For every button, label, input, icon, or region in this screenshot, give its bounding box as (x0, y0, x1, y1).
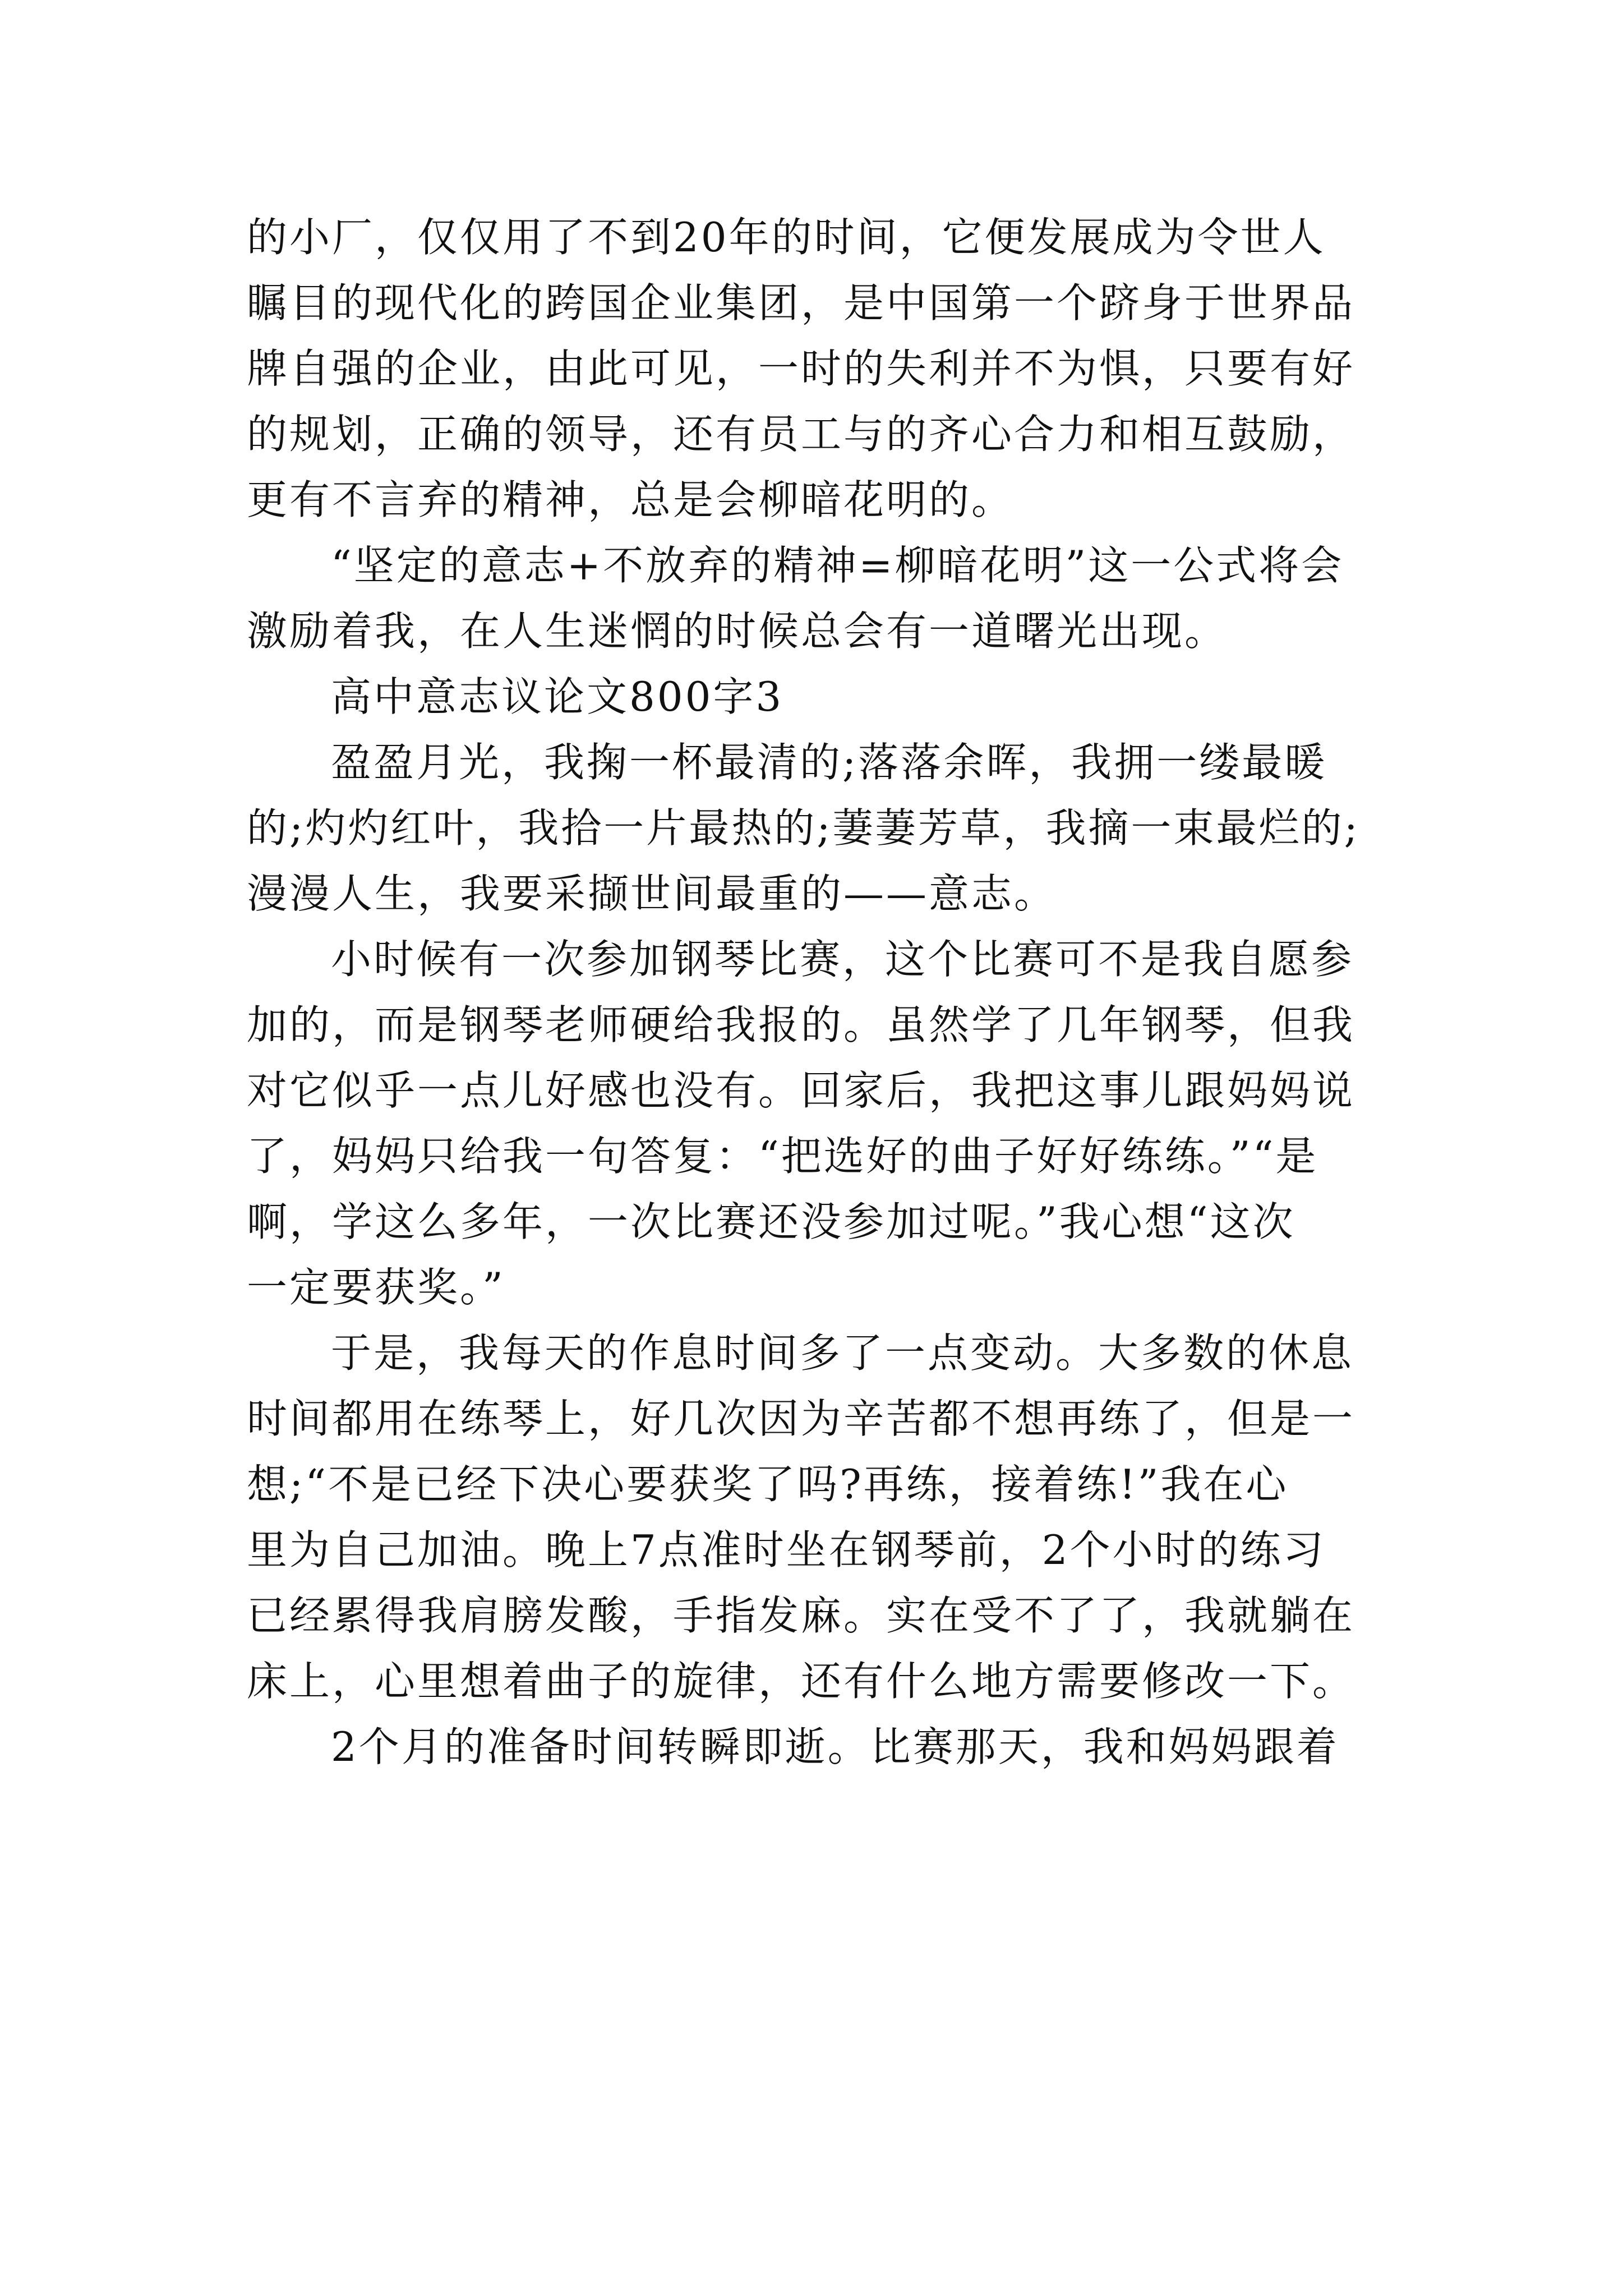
text-line: 2个月的准备时间转瞬即逝。比赛那天，我和妈妈跟着 (331, 1723, 1339, 1770)
text-line: 一定要获奖。” (247, 1264, 505, 1311)
text-line: 想;“不是已经下决心要获奖了吗?再练，接着练!”我在心 (247, 1461, 1289, 1508)
text-line: 盈盈月光，我掬一杯最清的;落落余晖，我拥一缕最暖 (331, 739, 1327, 786)
text-line: 小时候有一次参加钢琴比赛，这个比赛可不是我自愿参 (331, 936, 1354, 983)
text-line: 啊，学这么多年，一次比赛还没参加过呢。”我心想“这次 (247, 1198, 1295, 1245)
text-line: 的规划，正确的领导，还有员工与的齐心合力和相互鼓励， (247, 411, 1355, 458)
text-line: 更有不言弃的精神，总是会柳暗花明的。 (247, 476, 1015, 523)
text-line: 对它似乎一点儿好感也没有。回家后，我把这事儿跟妈妈说 (247, 1067, 1355, 1114)
text-line: 加的，而是钢琴老师硬给我报的。虽然学了几年钢琴，但我 (247, 1001, 1355, 1048)
text-line: 牌自强的企业，由此可见，一时的失利并不为惧，只要有好 (247, 345, 1355, 392)
text-line: 的小厂，仅仅用了不到20年的时间，它便发展成为令世人 (247, 214, 1326, 261)
text-line: 漫漫人生，我要采撷世间最重的——意志。 (247, 870, 1057, 917)
text-line: 里为自己加油。晚上7点准时坐在钢琴前，2个小时的练习 (247, 1526, 1326, 1573)
text-line: 于是，我每天的作息时间多了一点变动。大多数的休息 (331, 1329, 1354, 1377)
section-heading: 高中意志议论文800字3 (331, 673, 784, 720)
text-line: 已经累得我肩膀发酸，手指发麻。实在受不了了，我就躺在 (247, 1592, 1355, 1639)
text-line: 了，妈妈只给我一句答复：“把选好的曲子好好练练。”“是 (247, 1133, 1318, 1180)
text-line: 时间都用在练琴上，好几次因为辛苦都不想再练了，但是一 (247, 1395, 1355, 1442)
text-line: 瞩目的现代化的跨国企业集团，是中国第一个跻身于世界品 (247, 279, 1355, 326)
essay-text-body (247, 205, 1385, 1780)
text-line: 的;灼灼红叶，我拾一片最热的;萋萋芳草，我摘一束最烂的; (247, 804, 1360, 852)
text-line: 床上，心里想着曲子的旋律，还有什么地方需要修改一下。 (247, 1658, 1355, 1705)
text-line: 激励着我，在人生迷惘的时候总会有一道曙光出现。 (247, 608, 1228, 655)
text-line: “坚定的意志+不放弃的精神=柳暗花明”这一公式将会 (331, 542, 1344, 589)
